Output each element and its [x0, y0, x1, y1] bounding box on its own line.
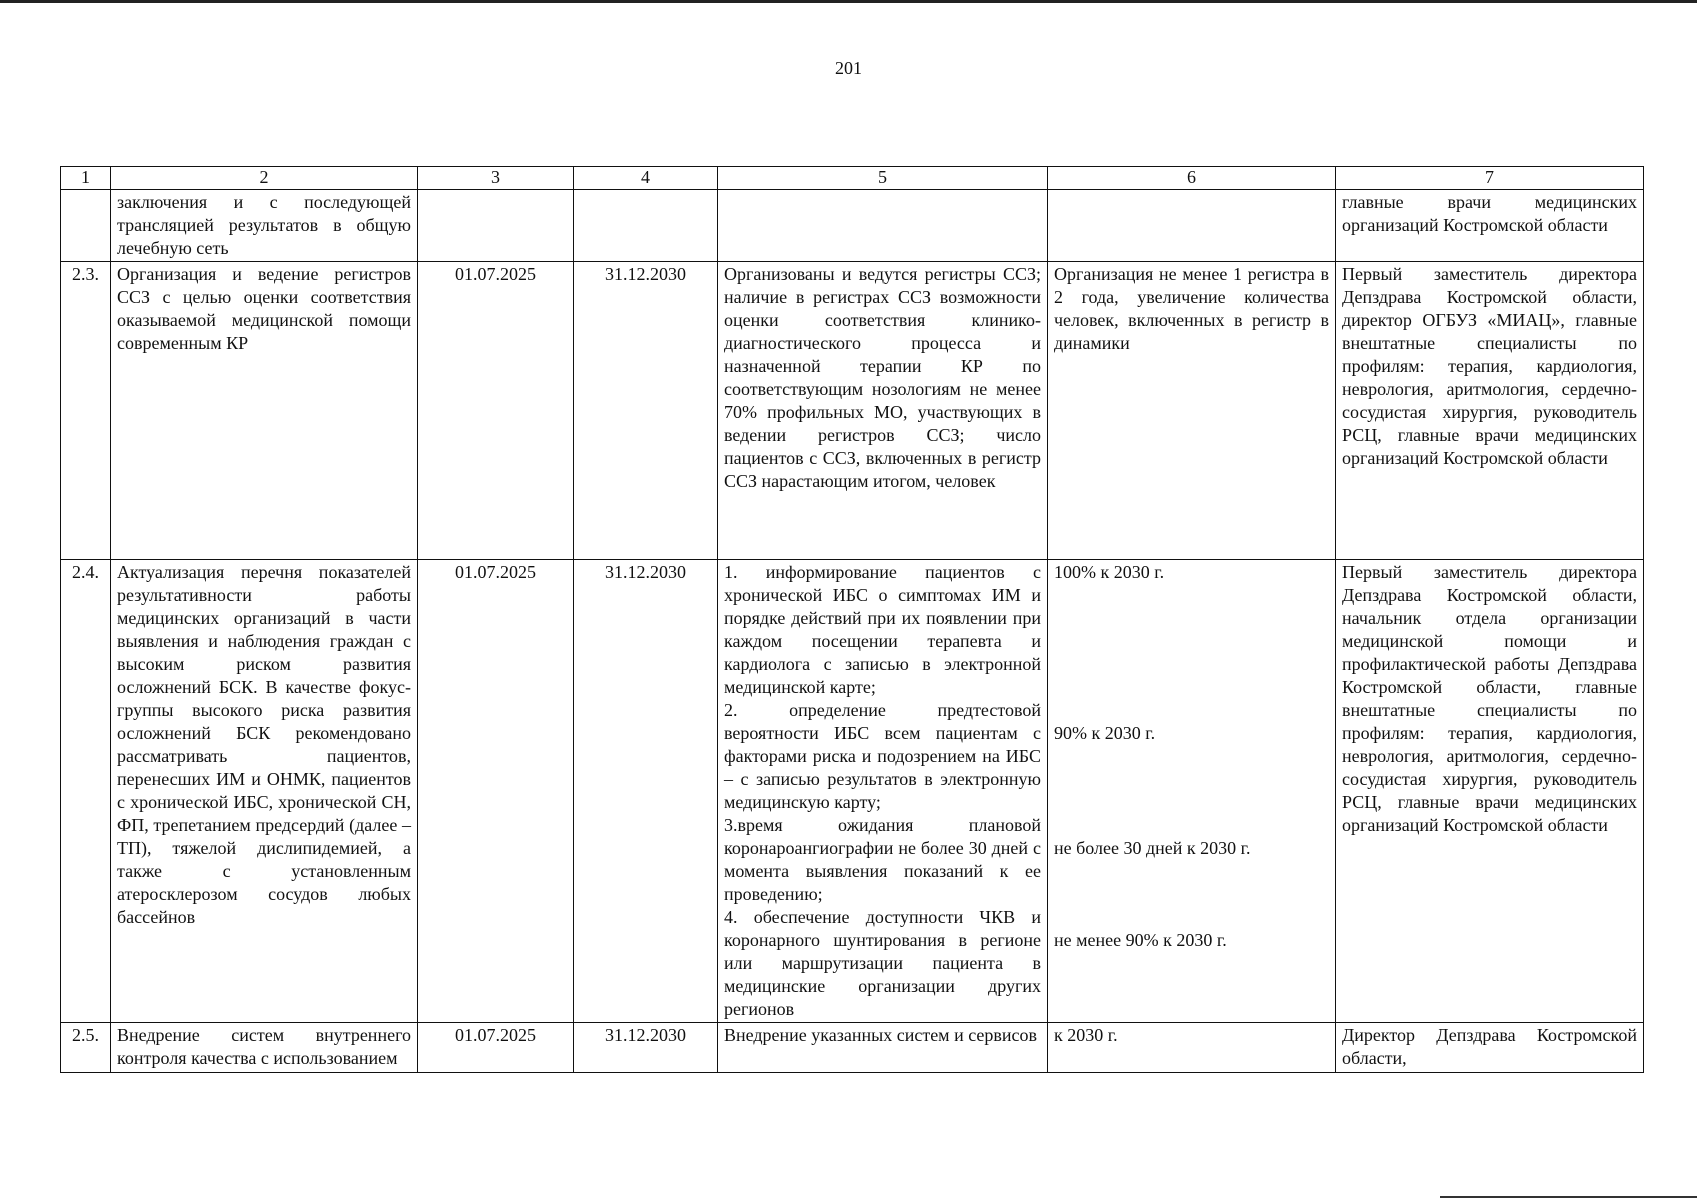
activity-cell: Внедрение систем внутреннего контроля качества с использованием [111, 1023, 418, 1073]
column-header: 7 [1336, 167, 1644, 190]
result-item: 1. информирование пациентов с хронической ИБС о симптомах ИМ и порядке действий при их появлении при каждом посещении терапевта и кардиолога с записью в электронной медицинской карте; [724, 562, 1041, 697]
row-number: 2.4. [61, 560, 111, 1023]
end-date-cell: 31.12.2030 [574, 262, 718, 560]
responsible-cell: Директор Депздрава Костромской области, [1336, 1023, 1644, 1073]
responsible-cell: главные врачи медицинских организаций Костромской области [1336, 190, 1644, 262]
result-cell [718, 560, 1048, 1023]
indicator-cell: Организация не менее 1 регистра в 2 года, увеличение количества человек, включенных в регистр в динамики [1048, 262, 1336, 560]
result-cell [718, 190, 1048, 262]
indicator-item: 90% к 2030 г. [1054, 723, 1156, 743]
column-header: 2 [111, 167, 418, 190]
table-row [61, 262, 1644, 560]
column-header: 1 [61, 167, 111, 190]
column-header: 6 [1048, 167, 1336, 190]
table-row [61, 1023, 1644, 1073]
start-date-cell: 01.07.2025 [418, 560, 574, 1023]
activity-cell: Организация и ведение регистров ССЗ с целью оценки соответствия оказываемой медицинской помощи современным КР [111, 262, 418, 560]
table-row [61, 190, 1644, 262]
end-date-cell: 31.12.2030 [574, 560, 718, 1023]
start-date-cell: 01.07.2025 [418, 1023, 574, 1073]
end-date-cell: 31.12.2030 [574, 1023, 718, 1073]
end-date-cell [574, 190, 718, 262]
column-header: 5 [718, 167, 1048, 190]
row-number [61, 190, 111, 262]
result-cell: Организованы и ведутся регистры ССЗ; наличие в регистрах ССЗ возможности оценки соответствия клинико-диагностического процесса и назначенной терапии КР по соответствующим нозологиям не менее 70% профильных МО, участвующих в ведении регистров ССЗ; число пациентов с ССЗ, включенных в регистр ССЗ нарастающим итогом, человек [718, 262, 1048, 560]
page-number: 201 [835, 58, 862, 78]
indicator-item: не более 30 дней к 2030 г. [1054, 838, 1251, 858]
indicator-cell: к 2030 г. [1048, 1023, 1336, 1073]
result-item: 4. обеспечение доступности ЧКВ и коронарного шунтирования в регионе или маршрутизации пациента в медицинские организации других регионов [724, 907, 1041, 1019]
activities-table [60, 166, 1644, 1073]
table-row [61, 560, 1644, 1023]
activity-cell: Актуализация перечня показателей результативности работы медицинских организаций в части выявления и наблюдения граждан с высоким риском развития осложнений БСК. В качестве фокус-группы высокого риска развития осложнений БСК рекомендовано рассматривать пациентов, перенесших ИМ и ОНМК, пациентов с хронической ИБС, хронической СН, ФП, трепетанием предсердий (далее – ТП), тяжелой дислипидемией, а также с установленным атеросклерозом сосудов любых бассейнов [111, 560, 418, 1023]
activity-cell: заключения и с последующей трансляцией результатов в общую лечебную сеть [111, 190, 418, 262]
start-date-cell: 01.07.2025 [418, 262, 574, 560]
top-border-line [0, 0, 1697, 3]
responsible-cell: Первый заместитель директора Депздрава Костромской области, начальник отдела организации медицинской помощи и профилактической работы Депздрава Костромской области, главные внештатные специалисты по профилям: терапия, кардиология, неврология, аритмология, сердечно-сосудистая хирургия, руководитель РСЦ, главные врачи медицинских организаций Костромской области [1336, 560, 1644, 1023]
indicator-cell [1048, 190, 1336, 262]
indicator-item: не менее 90% к 2030 г. [1054, 930, 1227, 950]
column-header: 3 [418, 167, 574, 190]
column-header: 4 [574, 167, 718, 190]
result-item: 3.время ожидания плановой коронароангиографии не более 30 дней с момента выявления показаний к ее проведению; [724, 815, 1041, 904]
header-row [61, 167, 1644, 190]
responsible-cell: Первый заместитель директора Депздрава Костромской области, директор ОГБУЗ «МИАЦ», главные внештатные специалисты по профилям: терапия, кардиология, неврология, аритмология, сердечно-сосудистая хирургия, руководитель РСЦ, главные врачи медицинских организаций Костромской области [1336, 262, 1644, 560]
result-item: 2. определение предтестовой вероятности ИБС всем пациентам с факторами риска и подозрением на ИБС – с записью результатов в электронную медицинскую карту; [724, 700, 1041, 812]
result-cell: Внедрение указанных систем и сервисов [718, 1023, 1048, 1073]
indicator-item: 100% к 2030 г. [1054, 562, 1165, 582]
scan-edge-line [1440, 1196, 1697, 1198]
indicator-cell [1048, 560, 1336, 1023]
row-number: 2.3. [61, 262, 111, 560]
row-number: 2.5. [61, 1023, 111, 1073]
start-date-cell [418, 190, 574, 262]
